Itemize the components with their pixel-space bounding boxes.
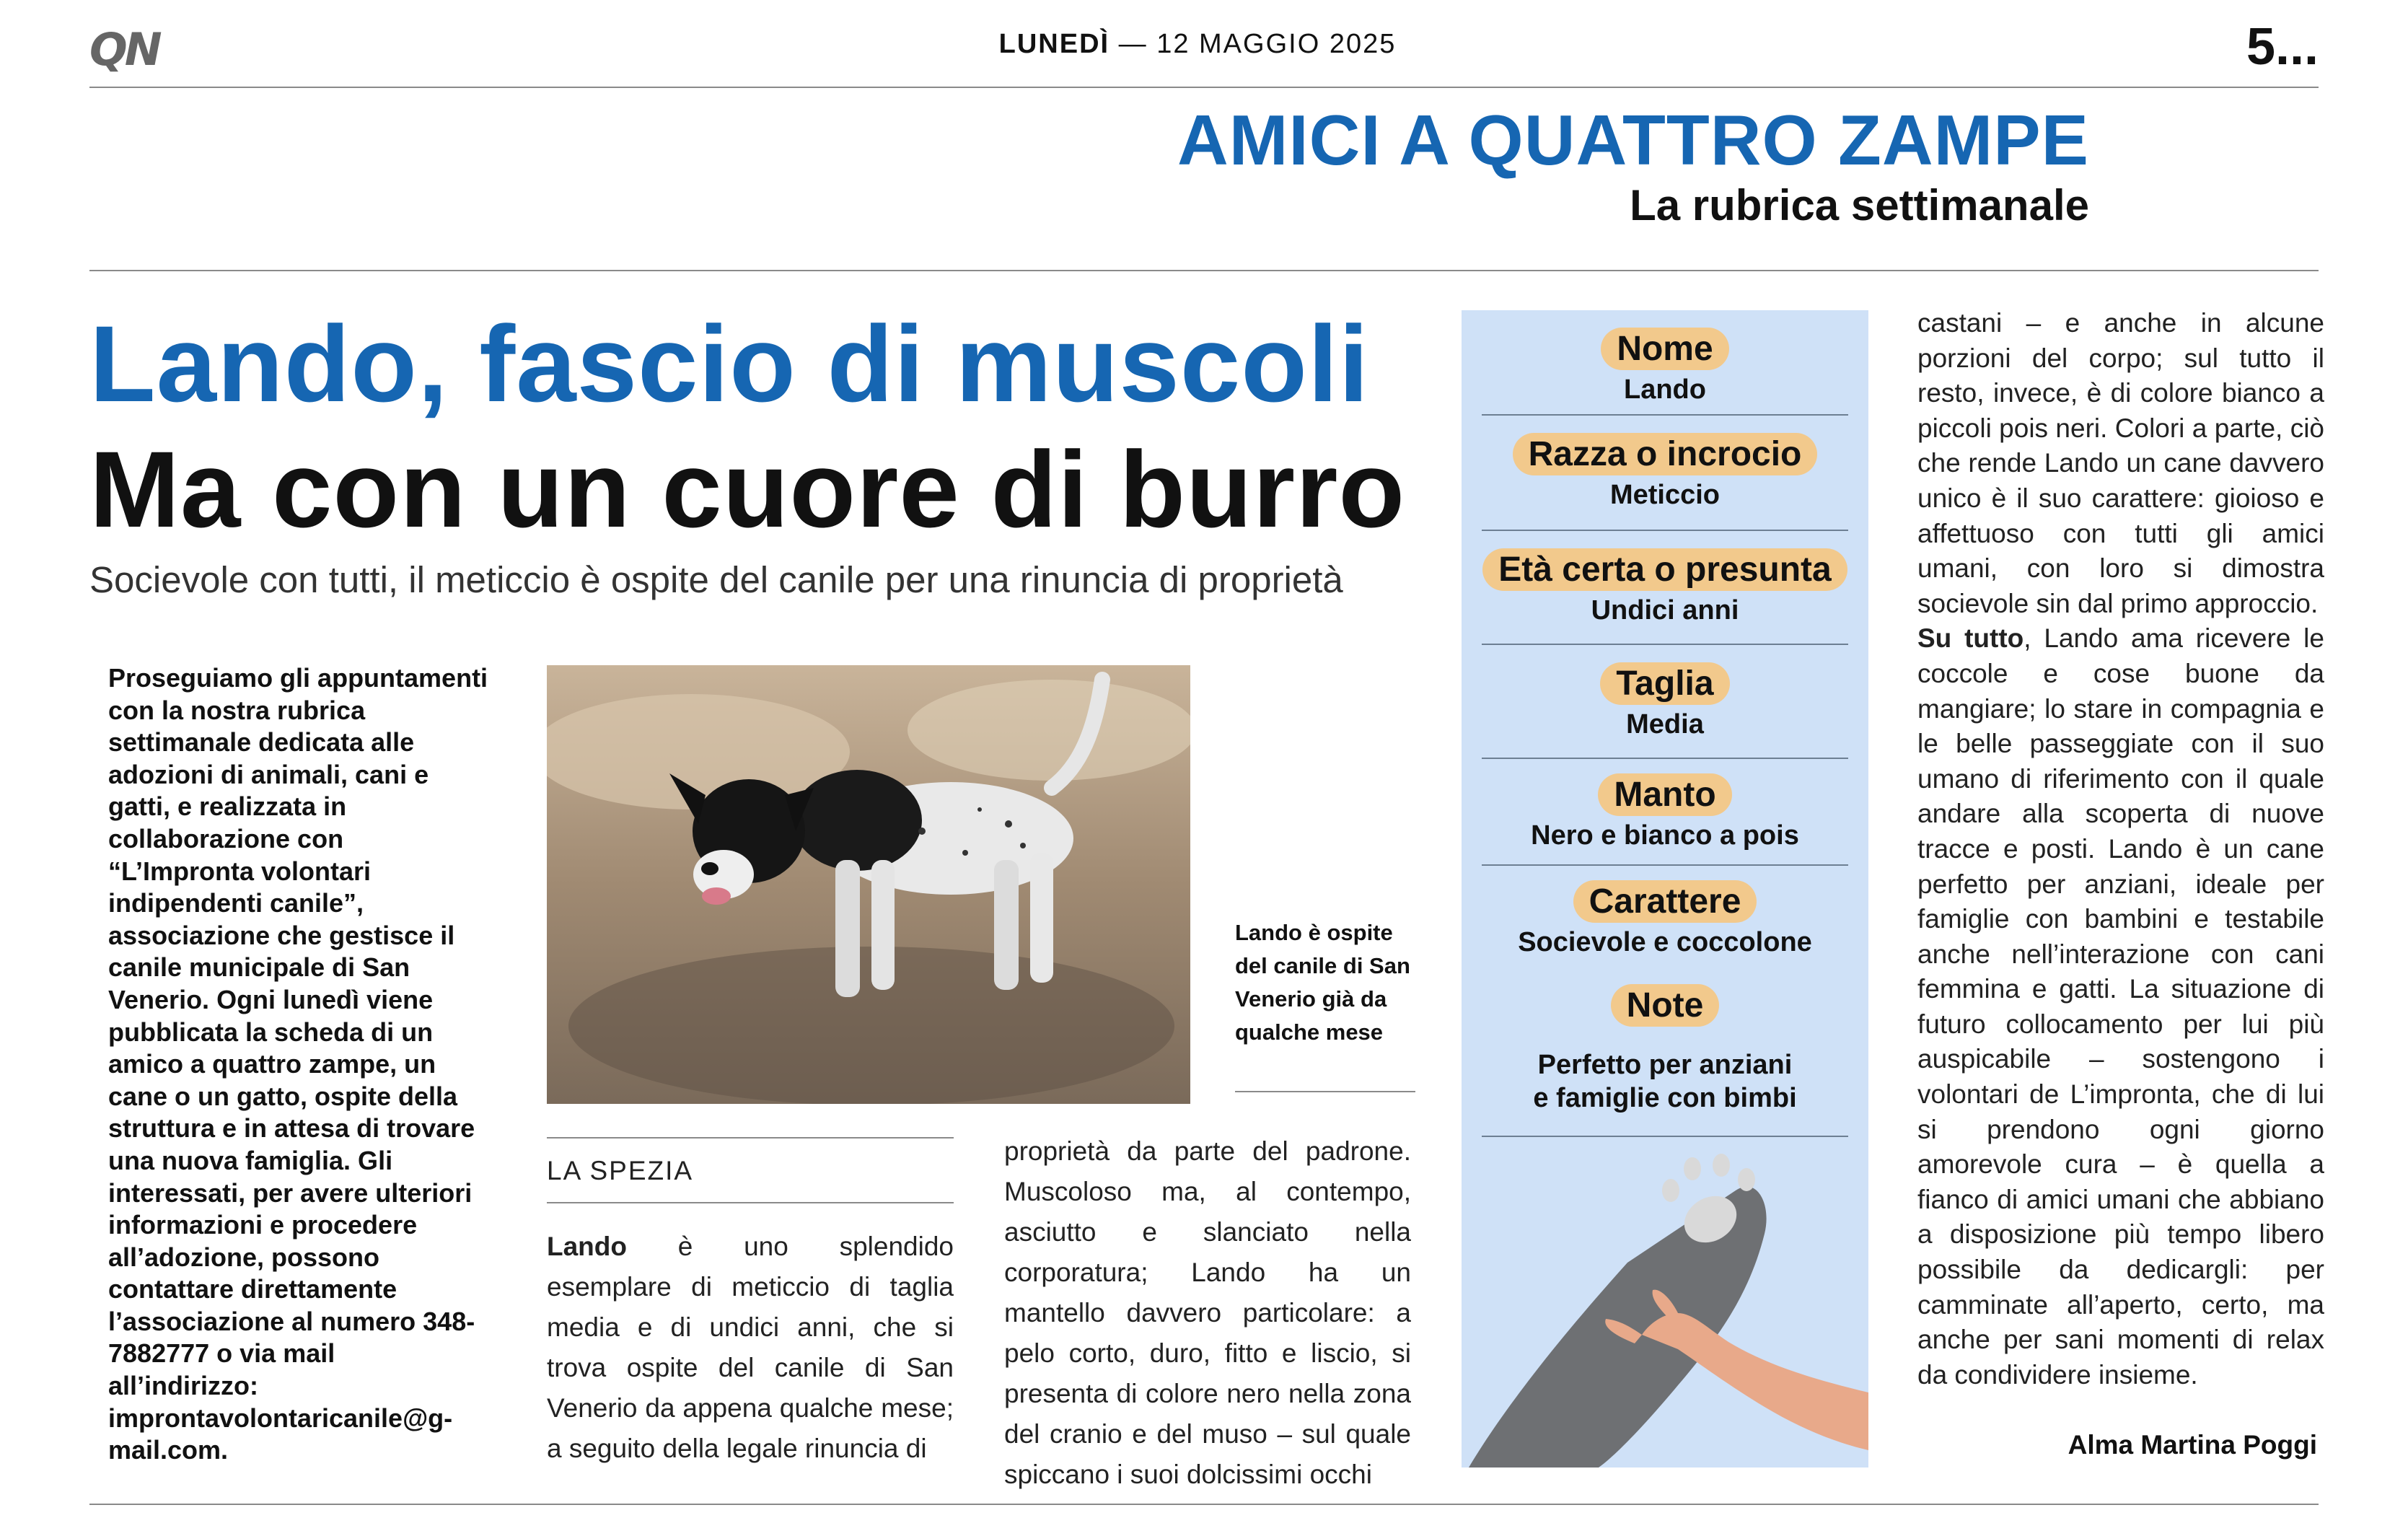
pet-info-box — [1462, 310, 1868, 1467]
page-number: 5... — [2246, 18, 2319, 76]
section-title: AMICI A QUATTRO ZAMPE — [1177, 100, 2089, 180]
body-column-3-lead: Su tutto — [1917, 623, 2024, 654]
info-size-label: Taglia — [1600, 662, 1729, 705]
qn-logo — [89, 26, 183, 72]
section-subtitle: La rubrica settimanale — [1630, 181, 2089, 229]
info-breed-value: Meticcio — [1609, 480, 1721, 510]
masthead-rule — [89, 87, 2319, 88]
info-separator — [1482, 1136, 1848, 1137]
date-separator: — — [1118, 29, 1148, 59]
headline-line-1: Lando, fascio di muscoli — [89, 303, 1370, 424]
info-temperament-value: Socievole e coccolone — [1518, 927, 1812, 957]
info-separator — [1482, 414, 1848, 416]
dog-photo — [547, 665, 1190, 1104]
info-temperament — [1462, 880, 1868, 959]
info-age-label: Età certa o presunta — [1482, 548, 1847, 591]
body-column-3-part-2: , Lando ama ricevere le coccole e cose buone da mangiare; lo stare in compagnia e le belle passeggiate con il suo umano di riferimento con il quale andare alla scoperta di nuove tracce e posti. Lando è un cane perfetto per anziani, ideale per famiglie con bambini e testabile anche nell’interazione con cani femmina e gatti. La situazione di futuro collocamento per lui più auspicabile – sostengono i volontari de L’impronta, che di lui si prendono ogni giorno amorevole cura – è quella a fianco di amici umani che abbiano a disposizione più tempo libero possibile da dedicargli: per camminate all’aperto, certo, ma anche per sani momenti di relax da condividere insieme. — [1917, 623, 2324, 1390]
caption-rule — [1235, 1091, 1415, 1092]
byline: Alma Martina Poggi — [2068, 1430, 2317, 1460]
info-breed-label: Razza o incrocio — [1513, 433, 1818, 475]
dateline: LA SPEZIA — [547, 1156, 694, 1185]
info-notes — [1462, 984, 1868, 1115]
info-separator — [1482, 758, 1848, 759]
info-separator — [1482, 530, 1848, 531]
body-column-1 — [547, 1227, 954, 1469]
info-name-value: Lando — [1624, 374, 1706, 405]
info-size — [1462, 662, 1868, 741]
section-rule — [89, 270, 2319, 271]
info-coat — [1462, 773, 1868, 852]
body-column-3-part-1: castani – e anche in alcune porzioni del corpo; sul tutto il resto, invece, è di colore bianco a piccoli pois neri. Colori a parte, ciò che rende Lando un cane davvero unico è il suo carattere: gioioso e affettuoso con tutti gli amici umani, con loro si dimostra socievole sin dal primo approccio. — [1917, 308, 2324, 618]
info-name-label: Nome — [1601, 328, 1728, 370]
info-notes-label: Note — [1611, 984, 1720, 1027]
issue-day: LUNEDÌ — [998, 29, 1110, 59]
article-deck: Socievole con tutti, il meticcio è ospite del canile per una rinuncia di proprietà — [89, 559, 1343, 600]
body-lead-name: Lando — [547, 1232, 627, 1261]
body-column-1-text: è uno splendido esemplare di meticcio di taglia media e di undici anni, che si trova ospite del canile di San Venerio da appena qualche mese; a seguito della legale rinuncia di — [547, 1232, 954, 1463]
body-column-3 — [1917, 306, 2324, 1392]
dateline-rule-bottom — [547, 1202, 954, 1203]
issue-full-date: 12 MAGGIO 2025 — [1156, 29, 1397, 59]
info-notes-value-2: e famiglie con bimbi — [1533, 1083, 1797, 1113]
info-temperament-label: Carattere — [1573, 880, 1757, 923]
dateline-rule-top — [547, 1137, 954, 1138]
headline-line-2: Ma con un cuore di burro — [89, 429, 1406, 550]
info-coat-value: Nero e bianco a pois — [1531, 820, 1799, 851]
info-coat-label: Manto — [1598, 773, 1731, 816]
info-notes-value-1: Perfetto per anziani — [1537, 1050, 1793, 1080]
info-size-value: Media — [1626, 709, 1704, 740]
page-bottom-rule — [89, 1504, 2319, 1505]
info-age-value: Undici anni — [1591, 595, 1739, 626]
photo-caption: Lando è ospite del canile di San Venerio già da qualche mese — [1235, 920, 1410, 1045]
svg-text:QN: QN — [89, 26, 159, 72]
body-column-2: proprietà da parte del padrone. Muscoloso ma, al contempo, asciutto e slanciato nella corporatura; Lando ha un mantello davvero particolare: a pelo corto, duro, fitto e liscio, si presenta di colore nero nella zona del cranio e del muso – sul quale spiccano i suoi dolcissimi occhi — [1004, 1136, 1411, 1489]
intro-text: Proseguiamo gli appuntamenti con la nostra rubrica settimanale dedicata alle adozioni di animali, cani e gatti, e realizzata in collaborazione con “L’Impronta volontari indipendenti canile”, associazione che gestisce il canile municipale di San Venerio. Ogni lunedì viene pubblicata la scheda di un amico a quattro zampe, un cane o un gatto, ospite della struttura e in attesa di trovare una nuova famiglia. Gli interessati, per avere ulteriori informazioni e procedere all’adozione, possono contattare direttamente l’associazione al numero 348-7882777 o via mail all’indirizzo: improntavolontaricanile@g-mail.com. — [108, 663, 488, 1465]
issue-date — [938, 29, 1457, 60]
info-age — [1462, 548, 1868, 627]
info-separator — [1482, 644, 1848, 645]
info-separator — [1482, 864, 1848, 866]
info-breed — [1462, 433, 1868, 512]
paw-handshake-icon — [1462, 1147, 1868, 1467]
info-name — [1462, 328, 1868, 406]
